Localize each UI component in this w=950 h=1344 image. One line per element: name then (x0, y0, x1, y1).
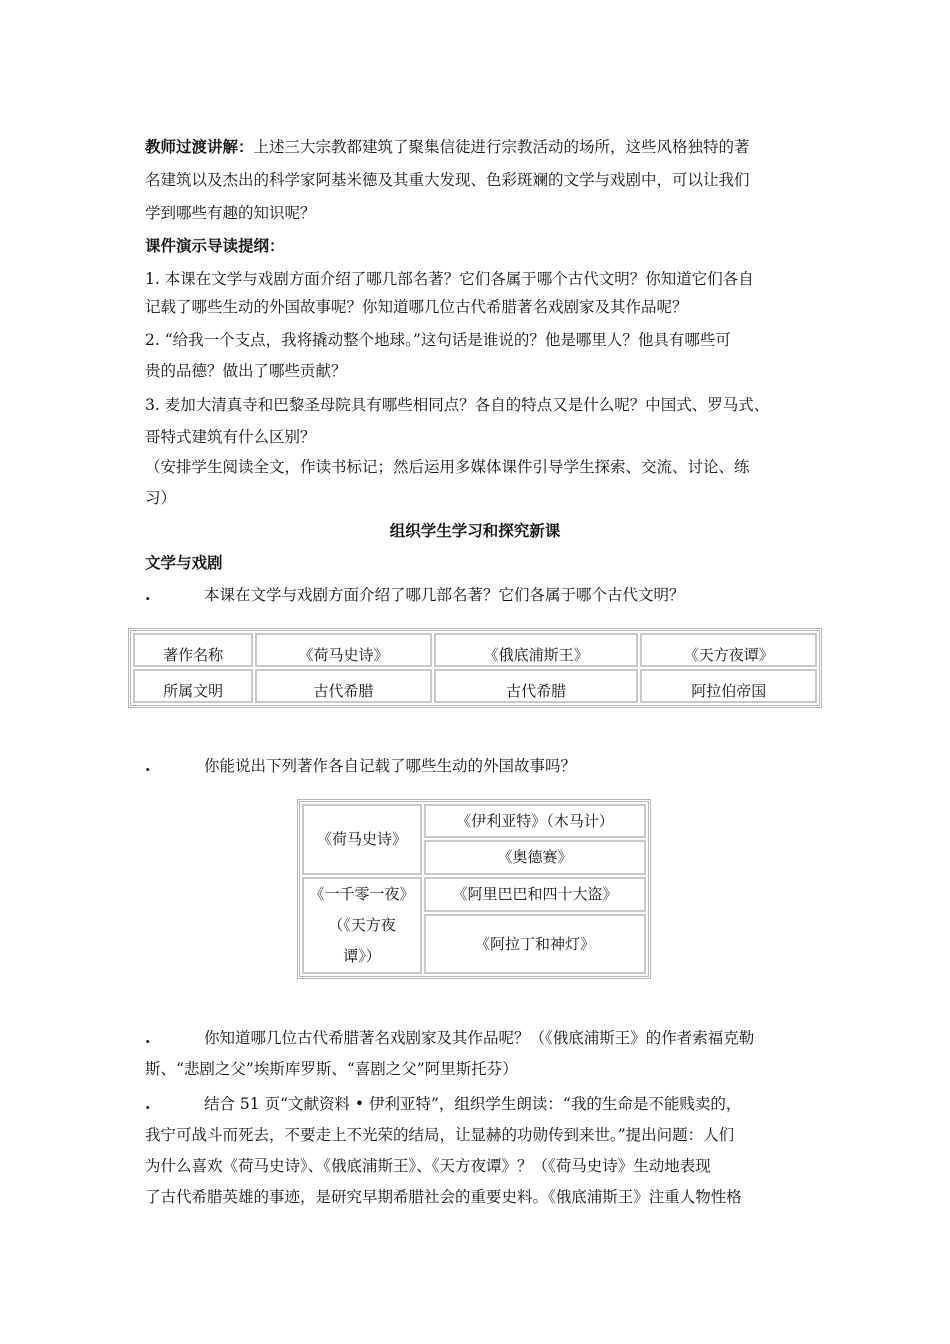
table-cell: 《天方夜谭》 (640, 633, 817, 667)
table-cell (302, 877, 422, 974)
table-cell: 《俄底浦斯王》 (434, 633, 639, 667)
outline-line-7: （安排学生阅读全文，作读书标记；然后运用多媒体课件引导学生探索、交流、讨论、练 (145, 458, 750, 476)
table-cell: 《荷马史诗》 (302, 804, 422, 875)
intro-text-1: 上述三大宗教都建筑了聚集信徒进行宗教活动的场所，这些风格独特的著 (253, 138, 750, 156)
bullet-4: . (145, 1094, 151, 1113)
cell-line: （《天方夜 (328, 915, 396, 934)
bullet-3: . (145, 1028, 151, 1047)
question-2: 你能说出下列著作各自记载了哪些生动的外国故事吗？ (204, 757, 577, 775)
question-4-line-2: 我宁可战斗而死去，不要走上不光荣的结局，让显赫的功勋传到来世。”提出问题：人们 (145, 1126, 735, 1144)
table-row (302, 877, 646, 912)
question-1: 本课在文学与戏剧方面介绍了哪几部名著？它们各属于哪个古代文明？ (204, 586, 685, 604)
question-4-line-4: 了古代希腊英雄的事迹，是研究早期希腊社会的重要史料。《俄底浦斯王》注重人物性格 (145, 1188, 742, 1206)
outline-line-4: 贵的品德？做出了哪些贡献？ (145, 362, 347, 380)
table-cell: 《伊利亚特》（木马计） (424, 804, 646, 838)
intro-line-2: 名建筑以及杰出的科学家阿基米德及其重大发现、色彩斑斓的文学与戏剧中，可以让我们 (145, 171, 750, 189)
outline-line-1: 1. 本课在文学与戏剧方面介绍了哪几部名著？它们各属于哪个古代文明？你知道它们各自 (145, 270, 754, 288)
subsection-title: 文学与戏剧 (145, 554, 223, 572)
stories-table (297, 799, 651, 979)
table-cell: 阿拉伯帝国 (640, 669, 817, 703)
question-4-line-3: 为什么喜欢《荷马史诗》、《俄底浦斯王》、《天方夜谭》？（《荷马史诗》生动地表现 (145, 1157, 711, 1175)
question-3-line-1: 你知道哪几位古代希腊著名戏剧家及其作品呢？（《俄底浦斯王》的作者索福克勒 (204, 1029, 755, 1047)
intro-label: 教师过渡讲解： (145, 138, 254, 156)
question-4-line-1: 结合 51 页“文献资料 • 伊利亚特”，组织学生朗读：“我的生命是不能贱卖的， (204, 1095, 742, 1113)
intro-line-3: 学到哪些有趣的知识呢？ (145, 204, 316, 222)
table-cell: 《阿拉丁和神灯》 (424, 914, 646, 974)
table-cell: 《荷马史诗》 (255, 633, 432, 667)
table-cell: 所属文明 (133, 669, 253, 703)
section-title: 组织学生学习和探究新课 (389, 522, 561, 540)
outline-line-3: 2. “给我一个支点，我将撬动整个地球。”这句话是谁说的？他是哪里人？他具有哪些可 (145, 331, 731, 349)
outline-line-6: 哥特式建筑有什么区别？ (145, 428, 316, 446)
works-civilization-table (128, 628, 822, 708)
table-row (133, 633, 817, 667)
table-cell: 古代希腊 (434, 669, 639, 703)
question-3-line-2: 斯、“悲剧之父”埃斯库罗斯、“喜剧之父”阿里斯托芬） (145, 1060, 518, 1078)
outline-line-8: 习） (145, 489, 177, 507)
table-row (133, 669, 817, 703)
table-cell: 《阿里巴巴和四十大盗》 (424, 877, 646, 912)
outline-line-2: 记载了哪些生动的外国故事呢？你知道哪几位古代希腊著名戏剧家及其作品呢？ (145, 298, 688, 316)
outline-line-5: 3. 麦加大清真寺和巴黎圣母院具有哪些相同点？各自的特点又是什么呢？中国式、罗马式、 (145, 396, 770, 414)
outline-label: 课件演示导读提纲： (145, 237, 285, 255)
intro-line-1 (145, 136, 815, 158)
bullet-1: . (145, 585, 151, 604)
table-cell: 著作名称 (133, 633, 253, 667)
table-row (302, 804, 646, 838)
table-cell: 《奥德赛》 (424, 840, 646, 874)
cell-line: 《一千零一夜》 (309, 884, 415, 903)
table-cell: 古代希腊 (255, 669, 432, 703)
bullet-2: . (145, 756, 151, 775)
cell-line: 谭》） (343, 946, 381, 965)
